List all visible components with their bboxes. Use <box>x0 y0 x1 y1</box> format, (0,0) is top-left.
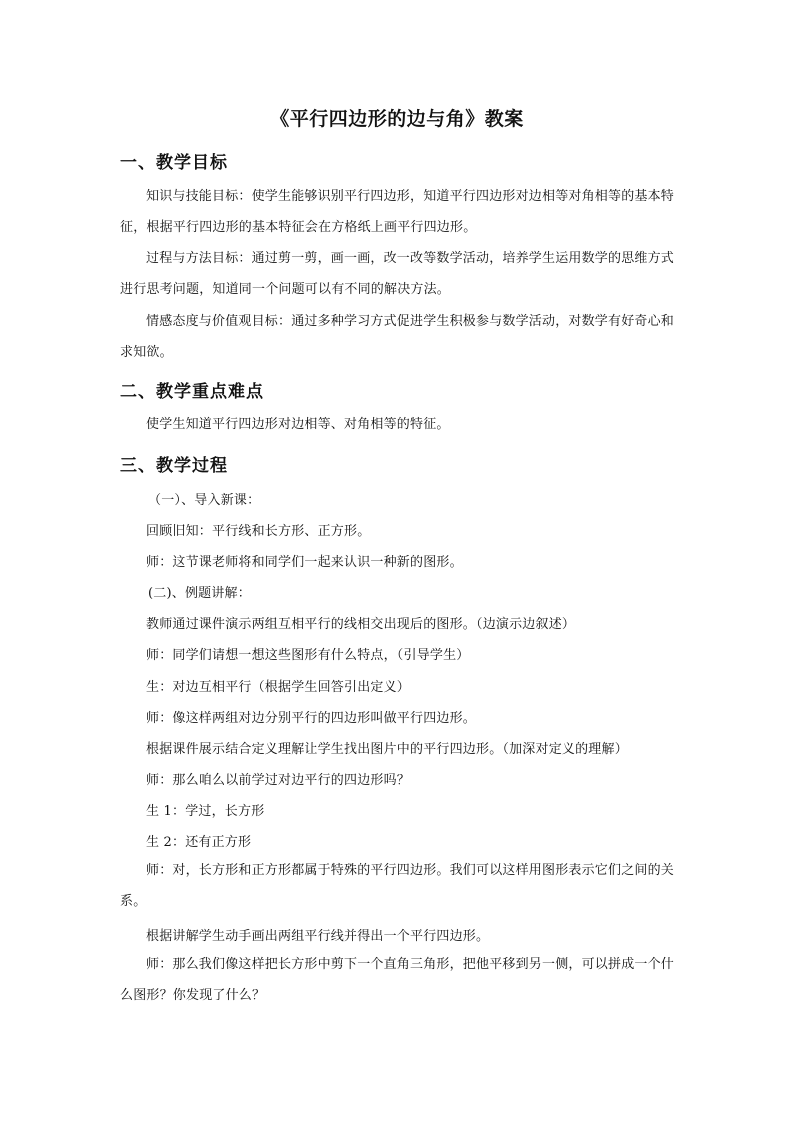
goal-knowledge: 知识与技能目标：使学生能够识别平行四边形，知道平行四边形对边相等对角相等的基本特征，根据平行四边形的基本特征会在方格纸上画平行四边形。 <box>120 189 675 235</box>
process-line: 生：对边互相平行（根据学生回答引出定义） <box>146 680 411 695</box>
process-line: 师：像这样两组对边分别平行的四边形叫做平行四边形。 <box>146 711 477 726</box>
process-paragraph-cut: 师：那么我们像这样把长方形中剪下一个直角三角形，把他平移到另一侧，可以拼成一个什么图形？你发现了什么？ <box>120 957 675 1003</box>
process-line: 师：同学们请想一想这些图形有什么特点，（引导学生） <box>146 648 470 663</box>
process-line: 生 2：还有正方形 <box>146 835 252 850</box>
section-heading-goals: 一、教学目标 <box>120 153 228 173</box>
process-line: 回顾旧知：平行线和长方形、正方形。 <box>146 524 371 539</box>
goal-attitude: 情感态度与价值观目标：通过多种学习方式促进学生积极参与数学活动，对数学有好奇心和求知欲。 <box>120 314 675 360</box>
key-point-text: 使学生知道平行四边形对边相等、对角相等的特征。 <box>146 417 450 432</box>
goal-process: 过程与方法目标：通过剪一剪，画一画，改一改等数学活动，培养学生运用数学的思维方式进行思考问题，知道同一个问题可以有不同的解决方法。 <box>120 251 675 297</box>
process-line: 根据课件展示结合定义理解让学生找出图片中的平行四边形。（加深对定义的理解） <box>146 742 628 757</box>
section-heading-key-points: 二、教学重点难点 <box>120 382 264 402</box>
process-line: 生 1：学过，长方形 <box>146 804 265 819</box>
section-heading-process: 三、教学过程 <box>120 456 228 476</box>
page-title: 《平行四边形的边与角》教案 <box>270 108 524 130</box>
process-line: 师：这节课老师将和同学们一起来认识一种新的图形。 <box>146 555 463 570</box>
process-line: 教师通过课件演示两组互相平行的线相交出现后的图形。（边演示边叙述） <box>146 617 576 632</box>
process-line: 师：那么咱么以前学过对边平行的四边形吗？ <box>146 773 411 788</box>
process-line: (二)、例题讲解： <box>148 586 251 601</box>
process-line: 根据讲解学生动手画出两组平行线并得出一个平行四边形。 <box>146 929 490 944</box>
process-line: （一）、导入新课： <box>148 493 261 508</box>
process-paragraph-relation: 师：对，长方形和正方形都属于特殊的平行四边形。我们可以这样用图形表示它们之间的关系。 <box>120 863 675 909</box>
